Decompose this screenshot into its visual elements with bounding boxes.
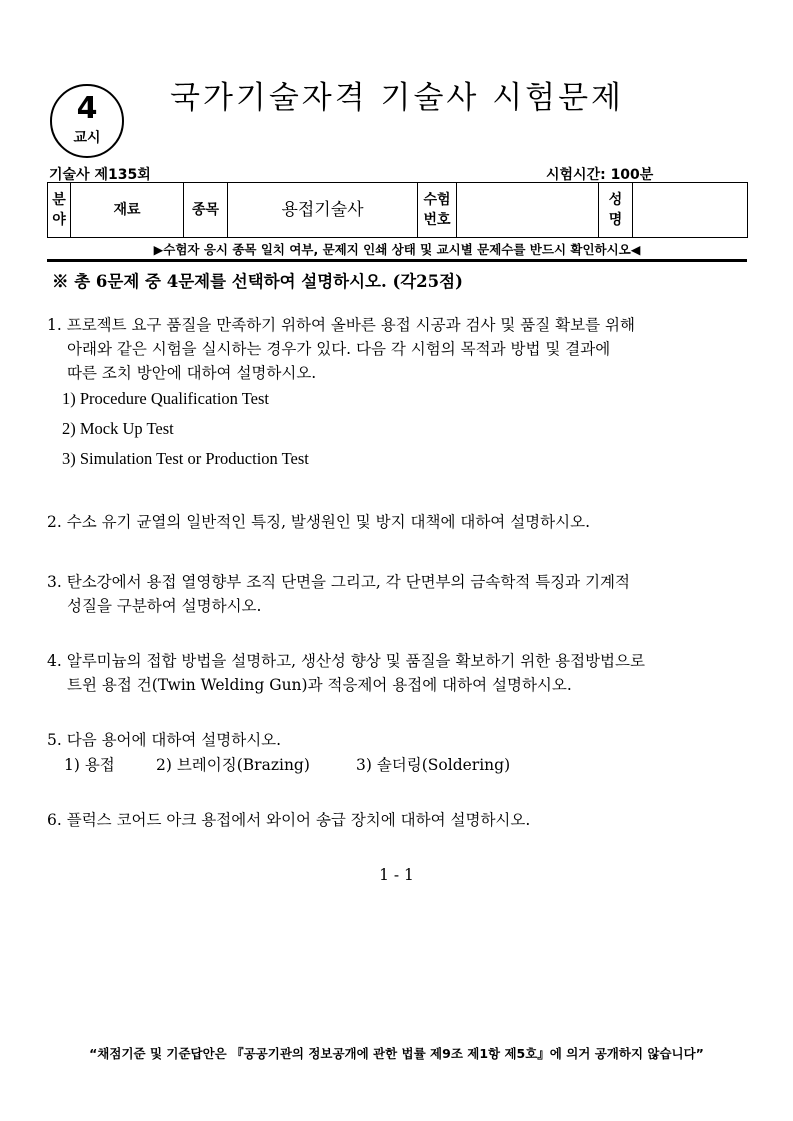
exam-session: 기술사 제135회 (49, 167, 151, 183)
question-6-line-1: 6. 플럭스 코어드 아크 용접에서 와이어 송급 장치에 대하여 설명하시오. (47, 811, 531, 829)
question-4-line-2: 트윈 용접 건(Twin Welding Gun)과 적응제어 용접에 대하여 설명하시오. (67, 676, 572, 694)
exam-time: 시험시간: 100분 (546, 167, 654, 183)
field-label: 분 야 (48, 183, 71, 238)
page-title: 국가기술자격 기술사 시험문제 (170, 80, 625, 116)
footer-notice: “채점기준 및 기준답안은 『공공기관의 정보공개에 관한 법률 제9조 제1항 제5호』에 의거 공개하지 않습니다” (89, 1046, 704, 1061)
page-number: 1 - 1 (379, 866, 414, 884)
exam-number-label: 수험 번호 (418, 183, 457, 238)
question-3-line-2: 성질을 구분하여 설명하시오. (67, 597, 262, 615)
question-1-line-1: 1. 프로젝트 요구 품질을 만족하기 위하여 올바른 용접 시공과 검사 및 품질 확보를 위해 (47, 316, 635, 334)
question-1-sub-2: 2) Mock Up Test (62, 419, 174, 438)
category-value: 용접기술사 (228, 183, 418, 238)
question-5-sub-2: 2) 브레이징(Brazing) (156, 756, 310, 774)
question-5-sub-1: 1) 용접 (64, 756, 115, 774)
question-1-sub-3: 3) Simulation Test or Production Test (62, 449, 309, 468)
question-2-line-1: 2. 수소 유기 균열의 일반적인 특징, 발생원인 및 방지 대책에 대하여 설명하시오. (47, 513, 591, 531)
instruction-text: ※ 총 6문제 중 4문제를 선택하여 설명하시오. (각25점) (52, 272, 463, 291)
name-field[interactable] (633, 183, 748, 238)
question-1-line-2: 아래와 같은 시험을 실시하는 경우가 있다. 다음 각 시험의 목적과 방법 및 결과에 (67, 340, 611, 358)
name-label: 성 명 (599, 183, 633, 238)
exam-info-table (47, 182, 748, 238)
exam-number-field[interactable] (457, 183, 599, 238)
question-1-sub-1: 1) Procedure Qualification Test (62, 389, 270, 408)
field-value: 재료 (71, 183, 184, 238)
question-5-line-1: 5. 다음 용어에 대하여 설명하시오. (47, 731, 282, 749)
period-badge (50, 84, 124, 158)
category-label: 종목 (184, 183, 228, 238)
period-label: 교시 (73, 130, 101, 146)
question-1-line-3: 따른 조치 방안에 대하여 설명하시오. (67, 364, 317, 382)
divider (47, 259, 747, 262)
question-4-line-1: 4. 알루미늄의 접합 방법을 설명하고, 생산성 향상 및 품질을 확보하기 위한 용접방법으로 (47, 652, 645, 670)
question-5-sub-3: 3) 솔더링(Soldering) (356, 756, 511, 774)
notice-text: ▶수험자 응시 종목 일치 여부, 문제지 인쇄 상태 및 교시별 문제수를 반드시 확인하시오◀ (153, 242, 641, 257)
period-number: 4 (76, 91, 98, 126)
question-3-line-1: 3. 탄소강에서 용접 열영향부 조직 단면을 그리고, 각 단면부의 금속학적 특징과 기계적 (47, 573, 630, 591)
